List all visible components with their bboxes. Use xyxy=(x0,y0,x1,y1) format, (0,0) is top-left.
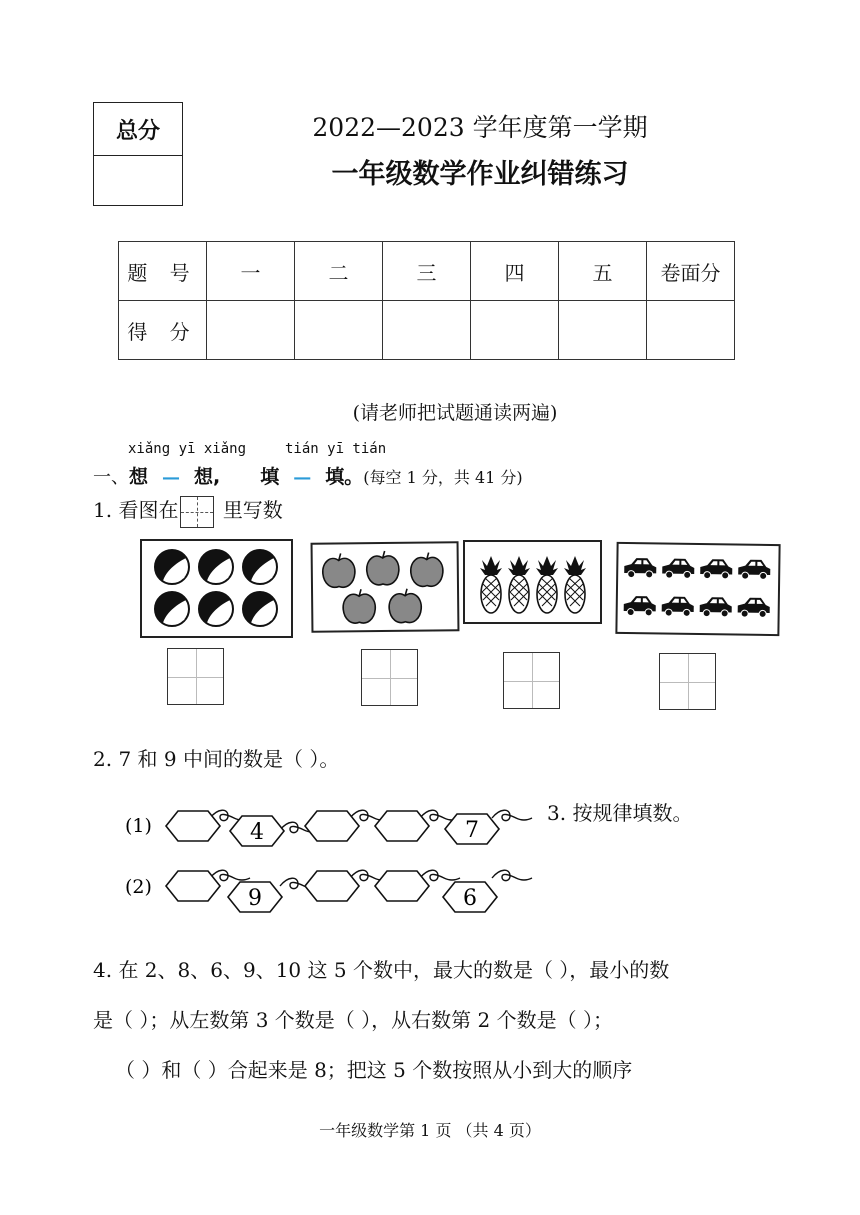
reading-note xyxy=(0,398,860,425)
hexagon-1-3[interactable] xyxy=(305,811,359,841)
car-icon xyxy=(662,596,694,616)
hexagon-value: 6 xyxy=(463,886,477,911)
pineapple-icon xyxy=(508,556,530,613)
score-table-cell: 四 xyxy=(471,242,559,301)
answer-box-pineapples[interactable] xyxy=(503,652,560,709)
page-number: 一年级数学第 1 页 （共 4 页） xyxy=(319,1121,541,1140)
dash-mark: — xyxy=(293,467,312,488)
car-icon xyxy=(624,596,656,616)
ball-icon xyxy=(243,592,277,626)
score-input-cell[interactable] xyxy=(207,301,295,360)
section-word: 填 xyxy=(260,466,280,488)
q4-line-3: （ ）和（ ）合起来是 8；把这 5 个数按照从小到大的顺序 xyxy=(115,1058,633,1082)
score-table-cell: 二 xyxy=(295,242,383,301)
car-icon xyxy=(700,559,732,579)
question-2: 2. 7 和 9 中间的数是（ ）。 xyxy=(93,747,340,771)
apple-icon xyxy=(411,552,444,586)
total-score-label: 总分 xyxy=(94,103,182,156)
cars-image xyxy=(617,544,778,634)
hexagon-2-4[interactable] xyxy=(375,871,429,901)
section-number: 一、 xyxy=(93,467,129,488)
q1-text-before: 1. 看图在 xyxy=(93,498,179,522)
score-input-cell[interactable] xyxy=(559,301,647,360)
section-word: 想, xyxy=(194,466,221,488)
hexagon-value: 7 xyxy=(465,818,479,843)
apple-icon xyxy=(323,553,356,587)
hexagon-value: 4 xyxy=(250,820,264,845)
picture-balls xyxy=(140,539,293,638)
q4-line-1: 4. 在 2、8、6、9、10 这 5 个数中，最大的数是（ ），最小的数 xyxy=(93,958,670,982)
score-table-cell: 三 xyxy=(383,242,471,301)
balls-image xyxy=(142,541,291,636)
question-4 xyxy=(93,945,773,1095)
pinyin-xiang-yi-xiang: xiǎng yī xiǎng xyxy=(128,441,247,457)
hexagon-2-3[interactable] xyxy=(305,871,359,901)
car-icon xyxy=(738,598,770,618)
pattern-chains xyxy=(125,800,535,925)
score-table-cell: 得 分 xyxy=(119,301,207,360)
hexagon-1-1[interactable] xyxy=(166,811,220,841)
apples-image xyxy=(313,543,458,631)
hexagon-2-5 xyxy=(443,882,497,912)
score-input-cell[interactable] xyxy=(647,301,735,360)
pineapple-icon xyxy=(480,556,502,613)
score-table-score-row xyxy=(119,301,735,360)
page-title xyxy=(0,152,860,191)
reading-note-text: (请老师把试题通读两遍) xyxy=(352,402,558,424)
title-line2: 一年级数学作业纠错练习 xyxy=(331,159,629,190)
row2-label: (2) xyxy=(125,876,152,898)
dash-mark: — xyxy=(162,467,181,488)
answer-box-balls[interactable] xyxy=(167,648,224,705)
dashed-cross-box-icon xyxy=(180,496,214,528)
score-table-cell: 卷面分 xyxy=(647,242,735,301)
page-footer xyxy=(0,1118,860,1141)
section-heading xyxy=(93,462,523,489)
question-3: 3. 按规律填数。 xyxy=(547,801,693,825)
score-input-cell[interactable] xyxy=(383,301,471,360)
hexagon-value: 9 xyxy=(248,886,262,911)
hexagon-2-1[interactable] xyxy=(166,871,220,901)
ball-icon xyxy=(155,550,189,584)
score-table xyxy=(118,241,735,360)
car-icon xyxy=(624,558,656,578)
apple-icon xyxy=(389,589,422,623)
answer-box-cars[interactable] xyxy=(659,653,716,710)
ball-icon xyxy=(199,592,233,626)
car-icon xyxy=(700,597,732,617)
question-1 xyxy=(93,494,283,528)
score-table-cell: 题 号 xyxy=(119,242,207,301)
picture-cars xyxy=(615,542,780,636)
car-icon xyxy=(738,560,770,580)
car-icon xyxy=(662,559,694,579)
score-table-cell: 一 xyxy=(207,242,295,301)
answer-box-apples[interactable] xyxy=(361,649,418,706)
pineapple-icon xyxy=(536,556,558,613)
section-word: 填。 xyxy=(325,466,364,488)
title-line1: 2022—2023 学年度第一学期 xyxy=(312,113,648,142)
hexagon-1-2 xyxy=(230,816,284,846)
section-word: 想 xyxy=(129,466,149,488)
pinyin-tian-yi-tian: tián yī tián xyxy=(285,441,387,457)
ball-icon xyxy=(199,550,233,584)
hexagon-2-2 xyxy=(228,882,282,912)
hexagon-1-4[interactable] xyxy=(375,811,429,841)
score-table-cell: 五 xyxy=(559,242,647,301)
score-table-header-row xyxy=(119,242,735,301)
q4-line-2: 是（ ）；从左数第 3 个数是（ ），从右数第 2 个数是（ ）； xyxy=(93,1008,613,1032)
hexagon-1-5 xyxy=(445,814,499,844)
pineapple-icon xyxy=(564,556,586,613)
q1-text-after: 里写数 xyxy=(222,498,283,522)
page-title-term xyxy=(0,108,860,144)
apple-icon xyxy=(343,589,376,623)
score-input-cell[interactable] xyxy=(295,301,383,360)
picture-pineapples xyxy=(463,540,602,624)
pineapples-image xyxy=(465,542,600,622)
score-input-cell[interactable] xyxy=(471,301,559,360)
row1-label: (1) xyxy=(125,815,152,837)
picture-apples xyxy=(311,541,460,633)
ball-icon xyxy=(243,550,277,584)
apple-icon xyxy=(367,551,400,585)
section-points: (每空 1 分，共 41 分) xyxy=(363,468,523,487)
ball-icon xyxy=(155,592,189,626)
